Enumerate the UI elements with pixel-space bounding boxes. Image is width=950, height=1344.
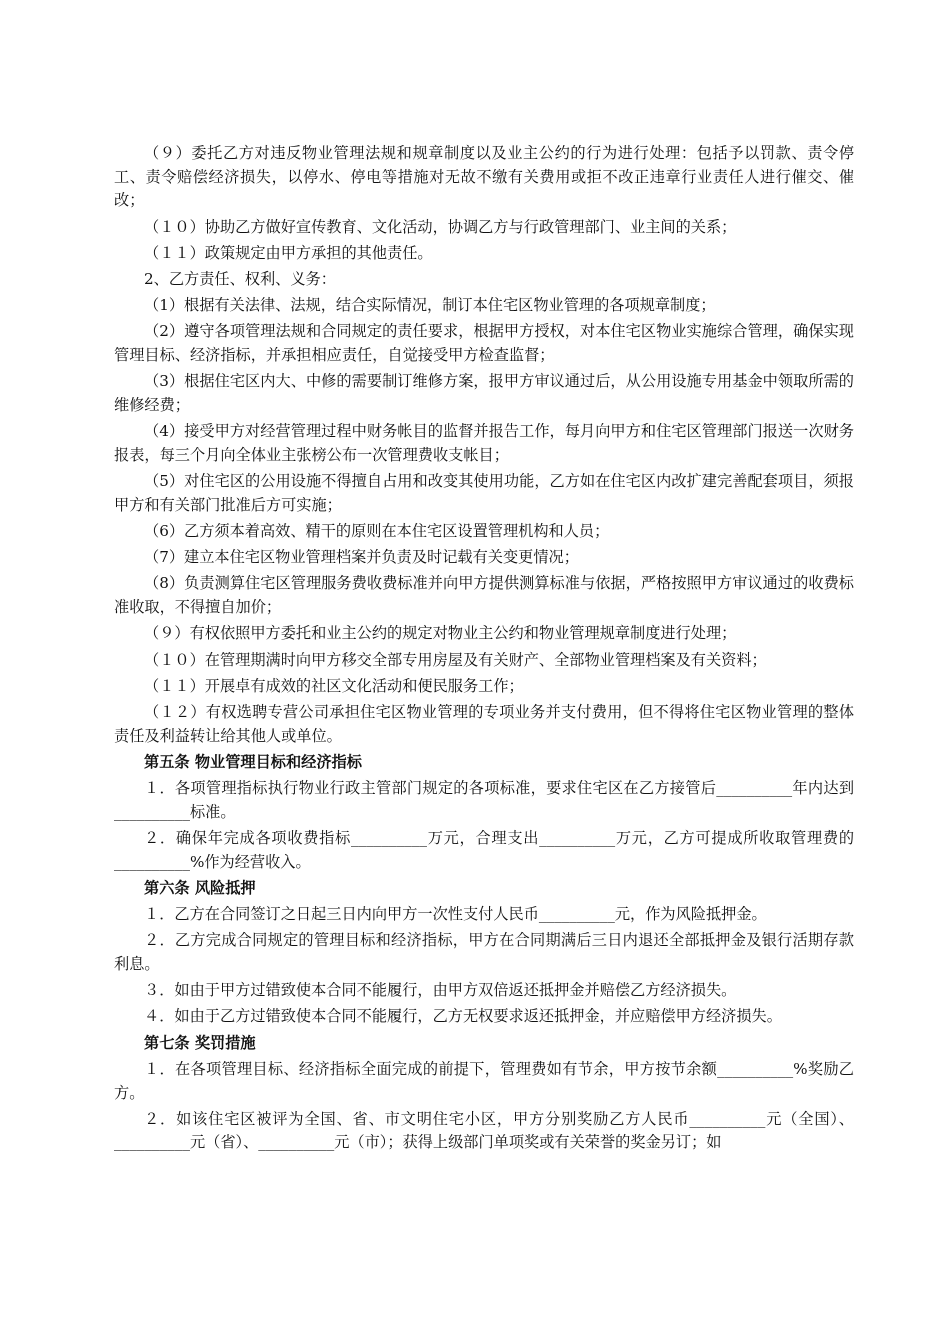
paragraph-24: ４．如由于乙方过错致使本合同不能履行，乙方无权要求返还抵押金，并应赔偿甲方经济损失。 [144, 1007, 782, 1026]
paragraph-9: （5）对住宅区的公用设施不得擅自占用和改变其使用功能，乙方如在住宅区内改扩建完善配套项目，须报甲方和有关部门批准后方可实施； [114, 472, 854, 514]
paragraph-22: ２．乙方完成合同规定的管理目标和经济指标，甲方在合同期满后三日内退还全部抵押金及银行活期存款利息。 [114, 931, 854, 973]
article-5-heading: 第五条 物业管理目标和经济指标 [144, 752, 362, 771]
paragraph-4: 2、乙方责任、权利、义务： [144, 270, 336, 289]
paragraph-15: （１１）开展卓有成效的社区文化活动和便民服务工作； [144, 676, 524, 695]
paragraph-18: １．各项管理指标执行物业行政主管部门规定的各项标准，要求住宅区在乙方接管后__________年内达到__________标准。 [114, 779, 854, 821]
contract-body [114, 142, 854, 1158]
paragraph-14: （１０）在管理期满时向甲方移交全部专用房屋及有关财产、全部物业管理档案及有关资料； [144, 650, 767, 669]
article-7-heading: 第七条 奖罚措施 [144, 1033, 256, 1052]
paragraph-3: （１１）政策规定由甲方承担的其他责任。 [144, 243, 433, 262]
paragraph-21: １．乙方在合同签订之日起三日内向甲方一次性支付人民币__________元，作为风险抵押金。 [144, 905, 767, 924]
paragraph-1: （９）委托乙方对违反物业管理法规和规章制度以及业主公约的行为进行处理：包括予以罚款、责令停工、责令赔偿经济损失，以停水、停电等措施对无故不缴有关费用或拒不改正违章行业责任人进行催交、催改； [114, 144, 854, 210]
paragraph-7: （3）根据住宅区内大、中修的需要制订维修方案，报甲方审议通过后，从公用设施专用基金中领取所需的维修经费； [114, 372, 854, 415]
paragraph-13: （９）有权依照甲方委托和业主公约的规定对物业主公约和物业管理规章制度进行处理； [144, 624, 737, 643]
paragraph-6: （2）遵守各项管理法规和合同规定的责任要求，根据甲方授权，对本住宅区物业实施综合管理，确保实现管理目标、经济指标，并承担相应责任，自觉接受甲方检查监督； [114, 322, 854, 365]
paragraph-16: （１２）有权选聘专营公司承担住宅区物业管理的专项业务并支付费用，但不得将住宅区物业管理的整体责任及利益转让给其他人或单位。 [114, 702, 854, 745]
paragraph-19: ２．确保年完成各项收费指标__________万元，合理支出__________万元，乙方可提成所收取管理费的__________%作为经营收入。 [114, 828, 854, 871]
paragraph-10: （6）乙方须本着高效、精干的原则在本住宅区设置管理机构和人员； [144, 522, 610, 541]
paragraph-2: （１０）协助乙方做好宣传教育、文化活动，协调乙方与行政管理部门、业主间的关系； [144, 217, 737, 236]
paragraph-5: （1）根据有关法律、法规，结合实际情况，制订本住宅区物业管理的各项规章制度； [144, 296, 716, 315]
paragraph-23: ３．如由于甲方过错致使本合同不能履行，由甲方双倍返还抵押金并赔偿乙方经济损失。 [144, 981, 737, 1000]
article-6-heading: 第六条 风险抵押 [144, 878, 256, 897]
paragraph-27: ２．如该住宅区被评为全国、省、市文明住宅小区，甲方分别奖励乙方人民币__________元（全国）、__________元（省）、__________元（市）；获得上级部门单项奖或有关荣誉的奖金另订；如 [114, 1109, 854, 1152]
paragraph-11: （7）建立本住宅区物业管理档案并负责及时记载有关变更情况； [144, 548, 579, 567]
paragraph-8: （4）接受甲方对经营管理过程中财务帐目的监督并报告工作，每月向甲方和住宅区管理部门报送一次财务报表，每三个月向全体业主张榜公布一次管理费收支帐目； [114, 422, 854, 464]
paragraph-12: （8）负责测算住宅区管理服务费收费标准并向甲方提供测算标准与依据，严格按照甲方审议通过的收费标准收取，不得擅自加价； [114, 574, 854, 617]
paragraph-26: １．在各项管理目标、经济指标全面完成的前提下，管理费如有节余，甲方按节余额__________%奖励乙方。 [114, 1059, 854, 1102]
